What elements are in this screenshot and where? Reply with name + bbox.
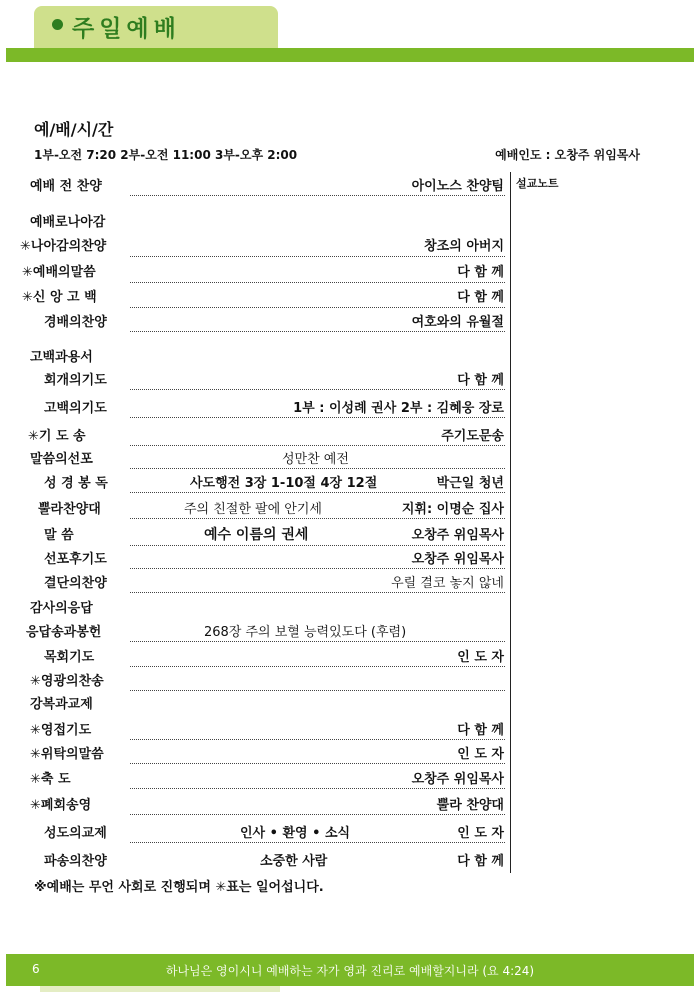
divider <box>130 690 505 691</box>
column-divider <box>510 172 511 873</box>
row-leader: 인 도 자 <box>457 747 504 762</box>
row-leader: 오창주 위임목사 <box>411 772 504 787</box>
row-leader: 인 도 자 <box>457 826 504 841</box>
divider <box>130 814 505 815</box>
row-leader: 아이노스 찬양팀 <box>411 179 504 194</box>
row-label: ✳영접기도 <box>30 723 92 738</box>
row-label: 감사의응답 <box>30 601 93 616</box>
divider <box>130 492 505 493</box>
divider <box>130 307 505 308</box>
row-leader: 오창주 위임목사 <box>411 528 504 543</box>
row-label: ✳나아감의찬양 <box>20 239 107 254</box>
divider <box>130 842 505 843</box>
divider <box>130 389 505 390</box>
row-content: 268장 주의 보혈 능력있도다 (후렴) <box>204 625 407 640</box>
row-label: ✳위탁의말씀 <box>30 747 104 762</box>
divider <box>130 739 505 740</box>
sermon-notes-label: 설교노트 <box>516 177 559 190</box>
divider <box>130 331 505 332</box>
footer-verse: 하나님은 영이시니 예배하는 자가 영과 진리로 예배할지니라 (요 4:24) <box>165 964 535 978</box>
row-label: ✳기 도 송 <box>28 429 86 444</box>
divider <box>130 592 505 593</box>
row-leader: 우릴 결코 놓지 않네 <box>391 576 504 591</box>
row-label: ✳신 앙 고 백 <box>22 290 97 305</box>
row-label: 파송의찬양 <box>44 854 107 869</box>
divider <box>130 282 505 283</box>
row-content: 주의 친절한 팔에 안기세 <box>184 502 322 517</box>
row-leader: 다 함 께 <box>457 373 504 388</box>
row-label: 고백과용서 <box>30 350 93 365</box>
divider <box>130 417 505 418</box>
row-label: 성 경 봉 독 <box>44 476 108 491</box>
row-label: ✳영광의찬송 <box>30 674 104 689</box>
divider <box>130 568 505 569</box>
divider <box>130 666 505 667</box>
page-title: 주일예배 <box>72 16 181 42</box>
row-label: 강복과교제 <box>30 697 93 712</box>
divider <box>130 518 505 519</box>
row-label: 목회기도 <box>44 650 95 665</box>
row-content: 사도행전 3장 1-10절 4장 12절 <box>190 476 378 491</box>
divider <box>130 545 505 546</box>
row-label: 말씀의선포 <box>30 452 93 467</box>
row-leader: 여호와의 유월절 <box>411 315 504 330</box>
row-label: 뿔라찬양대 <box>38 502 101 517</box>
row-label: ✳축 도 <box>30 772 71 787</box>
row-leader: 다 함 께 <box>457 854 504 869</box>
row-label: 선포후기도 <box>44 552 107 567</box>
row-leader: 주기도문송 <box>441 429 504 444</box>
standing-note: ※예배는 무언 사회로 진행되며 ✳표는 일어섭니다. <box>34 880 324 895</box>
row-content: 성만찬 예전 <box>282 452 349 467</box>
divider <box>130 788 505 789</box>
row-leader: 다 함 께 <box>457 265 504 280</box>
row-content: 소중한 사람 <box>260 854 328 869</box>
row-label: 말 씀 <box>44 528 74 543</box>
row-label: 경배의찬양 <box>44 315 107 330</box>
row-leader: 다 함 께 <box>457 723 504 738</box>
row-label: 예배 전 찬양 <box>30 179 102 194</box>
divider <box>130 256 505 257</box>
divider <box>130 468 505 469</box>
service-times: 1부-오전 7:20 2부-오전 11:00 3부-오후 2:00 <box>34 148 298 162</box>
row-label: 고백의기도 <box>44 401 107 416</box>
row-leader: 박근일 청년 <box>436 476 504 491</box>
row-label: 회개의기도 <box>44 373 107 388</box>
row-content: 인사 • 환영 • 소식 <box>240 826 351 841</box>
row-leader: 뿔라 찬양대 <box>436 798 504 813</box>
row-leader: 인 도 자 <box>457 650 504 665</box>
row-leader: 창조의 아버지 <box>424 239 504 254</box>
row-label: 성도의교제 <box>44 826 107 841</box>
divider <box>130 641 505 642</box>
worship-leader: 예배인도 : 오창주 위임목사 <box>495 148 640 162</box>
row-leader: 다 함 께 <box>457 290 504 305</box>
row-content: 예수 이름의 권세 <box>204 527 309 543</box>
row-label: 결단의찬양 <box>44 576 107 591</box>
row-leader: 1부 : 이성례 권사 2부 : 김혜웅 장로 <box>293 401 504 416</box>
row-leader: 지휘: 이명순 집사 <box>401 502 504 517</box>
schedule-title: 예/배/시/간 <box>34 120 114 139</box>
header-bar <box>6 48 694 62</box>
page-number: 6 <box>32 962 40 976</box>
row-label: 응답송과봉헌 <box>26 625 102 640</box>
row-label: ✳폐회송영 <box>30 798 92 813</box>
footer-tab <box>40 986 280 992</box>
divider <box>130 763 505 764</box>
row-label: 예배로나아감 <box>30 215 106 230</box>
row-leader: 오창주 위임목사 <box>411 552 504 567</box>
divider <box>130 445 505 446</box>
row-label: ✳예배의말씀 <box>22 265 96 280</box>
bullet-icon <box>52 19 63 30</box>
divider <box>130 195 505 196</box>
